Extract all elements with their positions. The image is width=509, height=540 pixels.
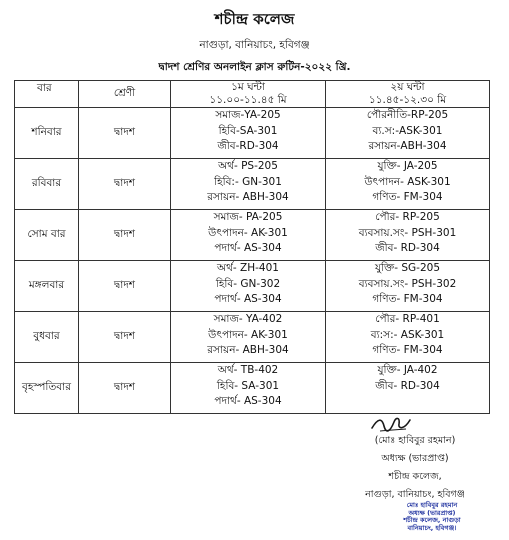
period-1-cell bbox=[171, 210, 326, 261]
header-period-1 bbox=[171, 81, 326, 108]
period-2-label: ২য় ঘন্টা bbox=[390, 81, 425, 93]
stamp-line: শচীন্দ্র কলেজ, নাগুড়া bbox=[403, 516, 461, 524]
stamp-line: অধ্যক্ষ (ভারপ্রাপ্ত) bbox=[408, 508, 456, 517]
subject-entry: পৌর- RP-401 bbox=[375, 313, 440, 325]
subject-entry: পদার্থ- AS-304 bbox=[214, 293, 282, 305]
subject-entry: ব্য:স:- ASK-301 bbox=[370, 328, 445, 341]
table-row bbox=[15, 210, 490, 261]
period-2-time: ১১.৪৫-১২.৩০ মি bbox=[368, 93, 447, 106]
subject-entry: জীব- RD-304 bbox=[375, 242, 440, 254]
signatory-address: নাগুড়া, বানিয়াচং, হবিগঞ্জ bbox=[365, 489, 465, 500]
subject-entry: রসায়ন- ABH-304 bbox=[207, 344, 289, 356]
table-row bbox=[15, 261, 490, 312]
subject-entry: উৎপাদন- AK-301 bbox=[208, 226, 288, 239]
subject-entry: হিবি- GN-302 bbox=[215, 277, 281, 290]
day-cell: সোম বার bbox=[15, 210, 79, 261]
class-cell: দ্বাদশ bbox=[79, 312, 171, 363]
subject-entry: পদার্থ- AS-304 bbox=[214, 242, 282, 254]
subject-entry: গণিত- FM-304 bbox=[372, 344, 443, 356]
table-row bbox=[15, 363, 490, 414]
routine-table bbox=[14, 80, 490, 414]
class-cell: দ্বাদশ bbox=[79, 363, 171, 414]
college-name: শচীন্দ্র কলেজ bbox=[214, 10, 295, 28]
period-2-cell bbox=[326, 312, 490, 363]
period-1-time: ১১.০০-১১.৪৫ মি bbox=[209, 93, 287, 106]
class-cell: দ্বাদশ bbox=[79, 108, 171, 159]
period-1-cell bbox=[171, 312, 326, 363]
subject-entry: ব্যবসায়.সং- PSH-302 bbox=[358, 277, 457, 290]
subject-entry: অর্থ- PS-205 bbox=[218, 160, 278, 172]
day-cell: বৃহস্পতিবার bbox=[15, 363, 79, 414]
subject-entry: ব্যবসায়.সং- PSH-301 bbox=[358, 226, 457, 239]
subject-entry: সমাজ-YA-205 bbox=[215, 109, 281, 121]
subject-entry: হিবি-SA-301 bbox=[218, 124, 278, 137]
header-period-2 bbox=[326, 81, 490, 108]
subject-entry: পৌরনীতি-RP-205 bbox=[366, 109, 449, 121]
day-cell: মঙ্গলবার bbox=[15, 261, 79, 312]
table-row bbox=[15, 159, 490, 210]
period-2-cell bbox=[326, 108, 490, 159]
routine-title: দ্বাদশ শ্রেণির অনলাইন ক্লাস রুটিন-২০২২ খ্রি. bbox=[158, 61, 351, 73]
official-stamp bbox=[382, 502, 482, 532]
period-1-label: ১ম ঘন্টা bbox=[231, 81, 265, 93]
class-cell: দ্বাদশ bbox=[79, 159, 171, 210]
period-2-cell bbox=[326, 261, 490, 312]
subject-entry: সমাজ- YA-402 bbox=[213, 313, 283, 325]
day-cell: বুধবার bbox=[15, 312, 79, 363]
stamp-line: বানিয়াচং, হবিগঞ্জ। bbox=[407, 523, 457, 532]
subject-entry: জীব-RD-304 bbox=[217, 140, 279, 152]
class-cell: দ্বাদশ bbox=[79, 261, 171, 312]
subject-entry: অর্থ- ZH-401 bbox=[217, 262, 279, 274]
subject-entry: অর্থ- TB-402 bbox=[217, 364, 279, 376]
stamp-line: মোঃ হাবিবুর রহমান bbox=[406, 501, 458, 509]
subject-entry: উৎপাদন- ASK-301 bbox=[364, 175, 451, 188]
header-day: বার bbox=[15, 81, 79, 108]
header-class: শ্রেণী bbox=[79, 81, 171, 108]
subject-entry: পদার্থ- AS-304 bbox=[214, 395, 282, 407]
day-cell: শনিবার bbox=[15, 108, 79, 159]
subject-entry: সমাজ- PA-205 bbox=[213, 211, 283, 223]
signatory-college: শচীন্দ্র কলেজ, bbox=[388, 471, 442, 482]
subject-entry: হিবি:- GN-301 bbox=[214, 175, 282, 188]
table-header-row bbox=[15, 81, 490, 108]
subject-entry: হিবি- SA-301 bbox=[216, 379, 280, 392]
table-row bbox=[15, 108, 490, 159]
subject-entry: যুক্তি- JA-402 bbox=[377, 364, 438, 376]
subject-entry: যুক্তি- SG-205 bbox=[374, 262, 440, 274]
period-1-cell bbox=[171, 159, 326, 210]
subject-entry: যুক্তি- JA-205 bbox=[377, 160, 438, 172]
period-1-cell bbox=[171, 363, 326, 414]
signature-block bbox=[340, 432, 490, 504]
subject-entry: গণিত- FM-304 bbox=[372, 191, 443, 203]
subject-entry: জীব- RD-304 bbox=[375, 379, 440, 392]
subject-entry: ব্য.স:-ASK-301 bbox=[372, 124, 443, 137]
period-1-cell bbox=[171, 108, 326, 159]
period-2-cell bbox=[326, 363, 490, 414]
signatory-designation: অধ্যক্ষ (ভারপ্রাপ্ত) bbox=[381, 453, 449, 464]
period-1-cell bbox=[171, 261, 326, 312]
subject-entry: উৎপাদন- AK-301 bbox=[208, 328, 288, 341]
period-2-cell bbox=[326, 159, 490, 210]
table-body bbox=[15, 108, 490, 414]
subject-entry: রসায়ন-ABH-304 bbox=[368, 140, 447, 152]
subject-entry: পৌর- RP-205 bbox=[375, 211, 440, 223]
signatory-name: (মোঃ হাবিবুর রহমান) bbox=[374, 435, 456, 446]
table-row bbox=[15, 312, 490, 363]
subject-entry: রসায়ন- ABH-304 bbox=[207, 191, 289, 203]
period-2-cell bbox=[326, 210, 490, 261]
college-address: নাগুড়া, বানিয়াচং, হবিগঞ্জ bbox=[199, 39, 310, 51]
class-cell: দ্বাদশ bbox=[79, 210, 171, 261]
day-cell: রবিবার bbox=[15, 159, 79, 210]
subject-entry: গণিত- FM-304 bbox=[372, 293, 443, 305]
